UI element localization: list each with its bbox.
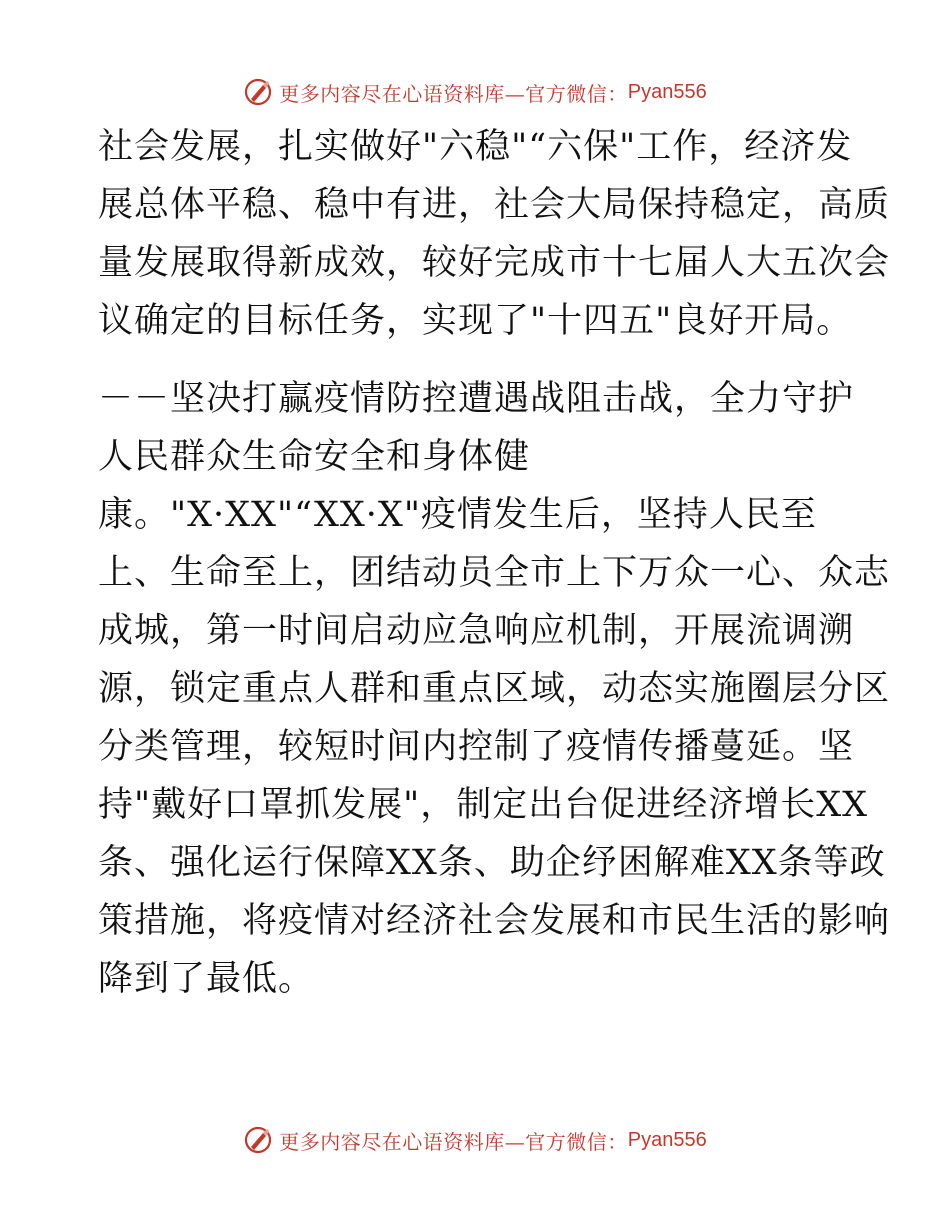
text-line: 策措施，将疫情对经济社会发展和市民生活的影响 — [98, 901, 891, 941]
text-line: 社会发展，扎实做好"六稳"“六保"工作，经济发 — [98, 127, 853, 167]
watermark-text: 更多内容尽在心语资料库—官方微信： — [279, 1129, 628, 1154]
text-line: 上、生命至上，团结动员全市上下万众一心、众志 — [98, 553, 891, 593]
watermark-wechat-id: Pyan556 — [627, 80, 707, 103]
text-line: 持"戴好口罩抓发展"，制定出台促进经济增长XX — [98, 785, 869, 825]
text-line: 量发展取得新成效，较好完成市十七届人大五次会 — [98, 243, 891, 283]
text-line: 议确定的目标任务，实现了"十四五"良好开局。 — [98, 301, 853, 341]
text-line: 康。"X·XX"“XX·X"疫情发生后，坚持人民至 — [98, 495, 817, 535]
text-line: 降到了最低。 — [98, 959, 315, 999]
paragraph-gap — [98, 350, 858, 370]
header-watermark — [0, 70, 950, 114]
paragraph-1 — [98, 118, 891, 350]
text-line: 源，锁定重点人群和重点区域，动态实施圈层分区 — [98, 669, 891, 709]
text-line: 分类管理，较短时间内控制了疫情传播蔓延。坚 — [98, 727, 855, 767]
document-body — [98, 118, 891, 1008]
text-line: 展总体平稳、稳中有进，社会大局保持稳定，高质 — [98, 185, 891, 225]
text-line: 条、强化运行保障XX条、助企纾困解难XX条等政 — [98, 843, 886, 883]
watermark-wechat-id: Pyan556 — [627, 1128, 707, 1151]
text-line: 成城，第一时间启动应急响应机制，开展流调溯 — [98, 611, 855, 651]
quill-logo-icon — [243, 77, 273, 107]
text-line: －－坚决打赢疫情防控遭遇战阻击战，全力守护 — [98, 379, 855, 419]
text-line: 人民群众生命安全和身体健 — [98, 437, 531, 477]
quill-logo-icon — [243, 1125, 273, 1155]
footer-watermark — [0, 1118, 950, 1162]
watermark-text: 更多内容尽在心语资料库—官方微信： — [279, 81, 628, 106]
paragraph-2 — [98, 370, 891, 1008]
